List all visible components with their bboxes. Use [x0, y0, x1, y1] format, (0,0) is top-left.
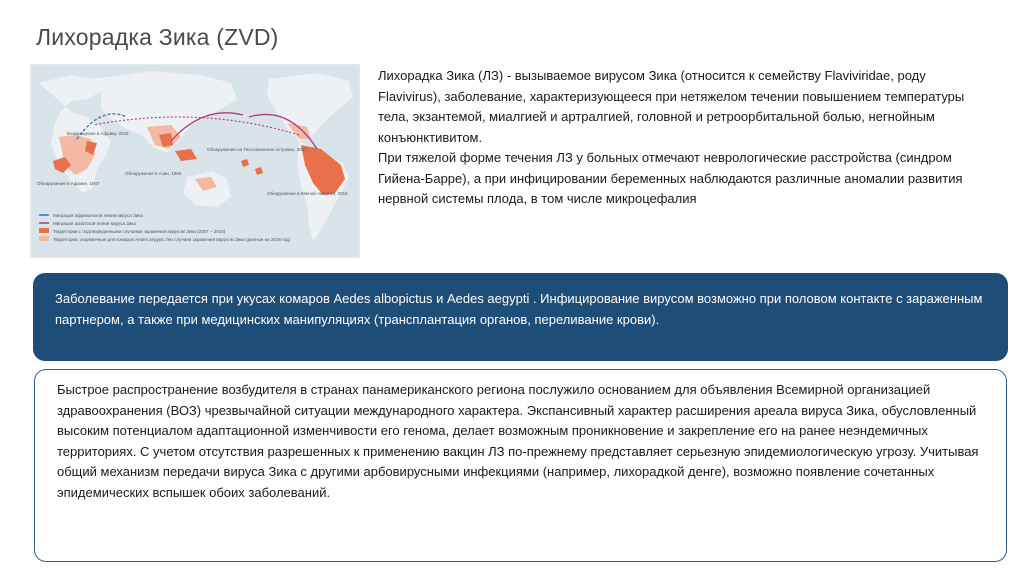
map-label-return-africa: Возвращение в Африку, 2015 [67, 131, 129, 136]
legend-asian-label: Миграция азиатской линии вируса Зика [53, 221, 136, 226]
legend-african-label: Миграция африканской линии вируса Зика [53, 213, 143, 218]
slide-title: Лихорадка Зика (ZVD) [36, 24, 279, 50]
transmission-text: Заболевание передается при укусах комаров Aedes albopictus и Aedes aegypti . Инфицирование вирусом возможно при половом контакте с зараженным партнером, а также при медицинских манипуляциях (трансплантация органов, переливание крови). [55, 291, 983, 327]
spread-box [34, 369, 1007, 562]
map-label-pacific: Обнаружение на Тихоокеанских островах, 2007 [207, 147, 307, 152]
legend-endemic-swatch [39, 236, 49, 241]
intro-text [378, 66, 978, 210]
world-map-illustration [31, 65, 359, 257]
map-label-asia: Обнаружение в Азии, 1966 [125, 171, 182, 176]
map-label-south-america: Обнаружение в Южной Америке, 2015 [267, 191, 348, 196]
map-label-africa: Обнаружение в Африке, 1947 [37, 181, 100, 186]
intro-paragraph-1: Лихорадка Зика (ЛЗ) - вызываемое вирусом Зика (относится к семейству Flaviviridae, роду Flavivirus), заболевание, характеризующееся при нетяжелом течении повышением температуры тела, экзантемой, миалгией и артралгией, головной и ретроорбитальной болью, негнойным конъюнктивитом. [378, 68, 965, 145]
legend-endemic-label: Территории, эндемичные для комаров Aedes aegypti, без случаев заражения вирусом Зика (данные на 2018 год) [53, 237, 291, 242]
transmission-box [33, 273, 1008, 361]
spread-text: Быстрое распространение возбудителя в странах панамериканского региона послужило основанием для объявления Всемирной организацией здравоохранения (ВОЗ) чрезвычайной ситуации международного характера. Экспансивный характер расширения ареала вируса Зика, обусловленный высоким потенциалом адаптационной изменчивости его генома, делает возможным проникновение и закрепление его на ранее неэндемичных территориях. С учетом отсутствия разрешенных к применению вакцин ЛЗ по-прежнему представляет серьезную эпидемиологическую угрозу. Учитывая общий механизм передачи вируса Зика с другими арбовирусными инфекциями (например, лихорадкой денге), возможно появление сочетанных эпидемических вспышек обоих заболеваний. [57, 382, 979, 500]
zika-spread-map [30, 64, 360, 258]
intro-paragraph-2: При тяжелой форме течения ЛЗ у больных отмечают неврологические расстройства (синдром Гийена-Барре), а при инфицировании беременных наблюдаются различные аномалии развития нервной системы плода, в том числе микроцефалия [378, 150, 963, 206]
legend-confirmed-label: Территории с подтвержденными случаями заражения вирусом Зика (2007 – 2018) [53, 229, 226, 234]
legend-confirmed-swatch [39, 228, 49, 233]
